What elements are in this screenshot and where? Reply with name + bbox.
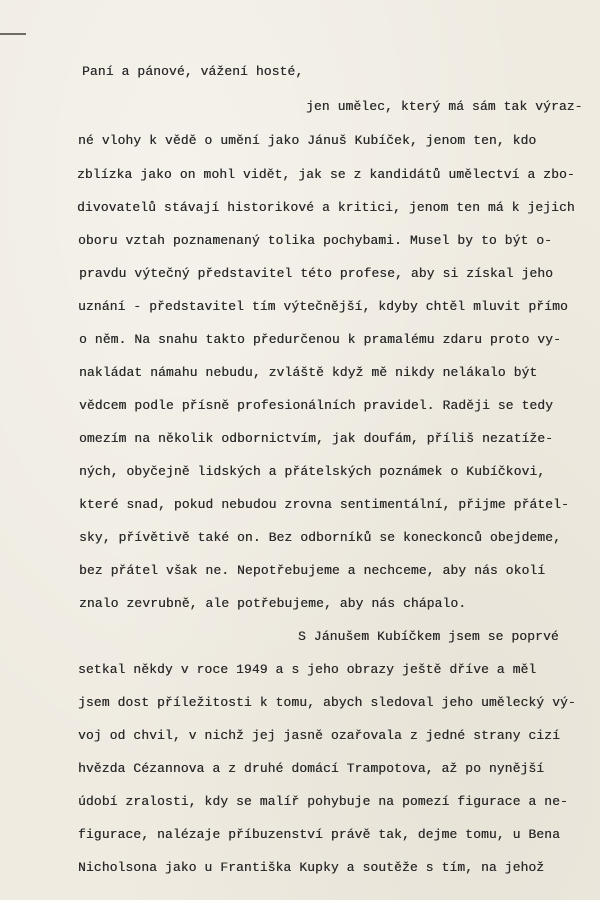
salutation-line: Paní a pánové, vážení hosté, [82, 64, 304, 79]
text-line: setkal někdy v roce 1949 a s jeho obrazy ještě dříve a měl [78, 662, 537, 677]
text-line: figurace, nalézaje příbuzenství právě tak, dejme tomu, u Bena [78, 827, 560, 842]
text-line: jsem dost příležitosti k tomu, abych sledoval jeho umělecký vý- [78, 695, 576, 710]
text-line: jen umělec, který má sám tak výraz- [306, 99, 583, 114]
text-line: nakládat námahu nebudu, zvláště když mě nikdy nelákalo být [79, 365, 538, 380]
text-line: hvězda Cézannova a z druhé domácí Trampotova, až po nynější [78, 761, 545, 776]
text-line: bez přátel však ne. Nepotřebujeme a nechceme, aby nás okolí [79, 563, 546, 578]
text-line: uznání - představitel tím výtečnější, kdyby chtěl mluvit přímo [78, 299, 568, 314]
text-line: které snad, pokud nebudou zrovna sentimentální, přijme přátel- [79, 497, 569, 512]
text-line: Nicholsona jako u Františka Kupky a soutěže s tím, na jehož [78, 860, 545, 875]
text-line: vědcem podle přísně profesionálních pravidel. Raději se tedy [79, 398, 554, 413]
text-line: oboru vztah poznamenaný tolika pochybami. Musel by to být o- [78, 233, 553, 248]
text-line: omezím na několik odbornictvím, jak doufám, příliš nezatíže- [79, 431, 554, 446]
text-line: znalo zevrubně, ale potřebujeme, aby nás chápalo. [79, 596, 467, 611]
paragraph-start-line: S Jánušem Kubíčkem jsem se poprvé [298, 629, 559, 644]
text-line: divovatelů stávají historikové a kritici, jenom ten má k jejich [77, 200, 575, 215]
text-line: voj od chvil, v nichž jej jasně ozařovala z jedné strany cizí [78, 728, 560, 743]
text-line: údobí zralosti, kdy se malíř pohybuje na pomezí figurace a ne- [78, 794, 568, 809]
text-line: sky, přívětivě také on. Bez odborníků se koneckonců obejdeme, [79, 530, 561, 545]
margin-mark [0, 33, 26, 35]
text-line: pravdu výtečný představitel této profese, aby si získal jeho [79, 266, 554, 281]
text-line: ných, obyčejně lidských a přátelských poznámek o Kubíčkovi, [79, 464, 546, 479]
text-line: zblízka jako on mohl vidět, jak se z kandidátů umělectví a zbo- [77, 167, 575, 182]
text-line: o něm. Na snahu takto předurčenou k pramalému zdaru proto vy- [79, 332, 561, 347]
text-line: né vlohy k vědě o umění jako Jánuš Kubíček, jenom ten, kdo [78, 133, 537, 148]
